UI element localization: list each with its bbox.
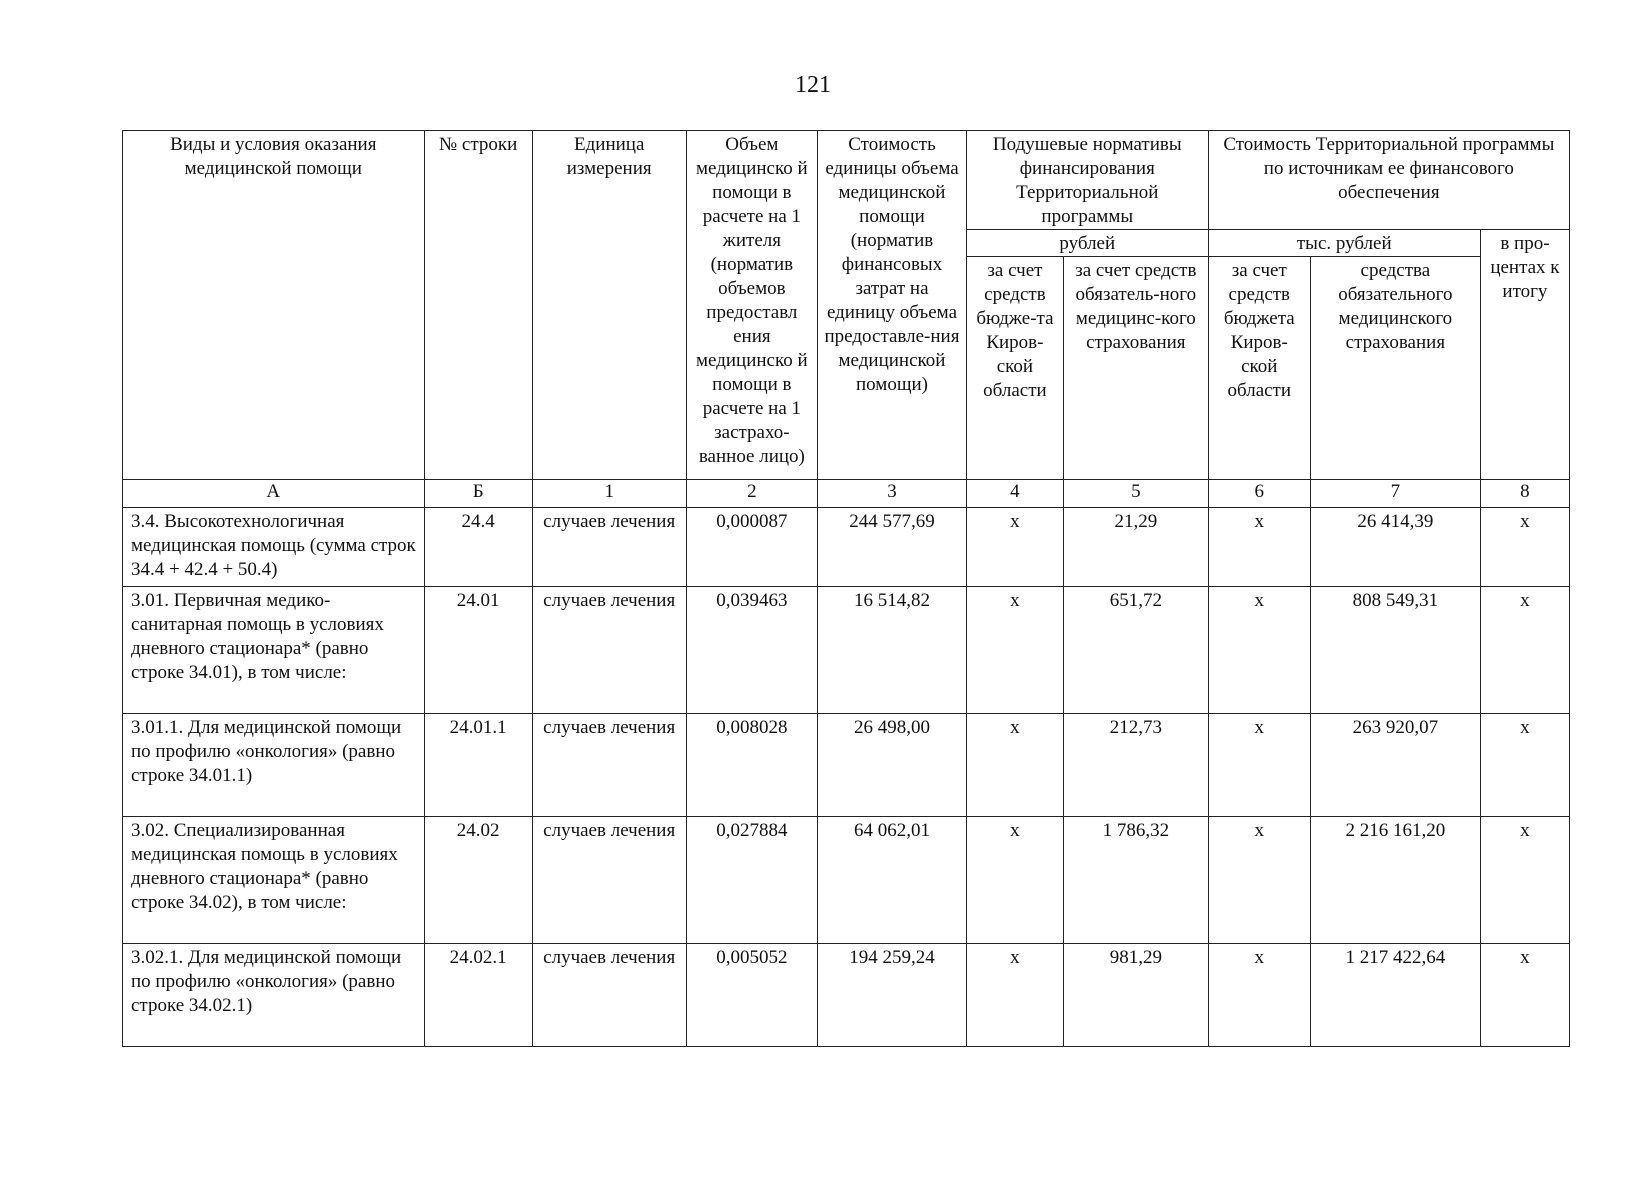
row-col-7: 2 216 161,20 <box>1310 817 1480 944</box>
row-line-number: 24.01 <box>424 587 532 714</box>
row-volume: 0,005052 <box>686 944 818 1047</box>
row-col-7: 26 414,39 <box>1310 508 1480 587</box>
table-row <box>123 817 1570 944</box>
row-volume: 0,008028 <box>686 714 818 817</box>
row-unit-cost: 64 062,01 <box>818 817 967 944</box>
row-col-4: х <box>966 817 1063 944</box>
row-unit: случаев лечения <box>532 714 686 817</box>
row-name: 3.02.1. Для медицинской помощи по профилю «онкология» (равно строке 34.02.1) <box>123 944 425 1047</box>
row-unit-cost: 26 498,00 <box>818 714 967 817</box>
header-group-cost: Стоимость Территориальной программы по источникам ее финансового обеспечения <box>1208 131 1569 230</box>
row-unit-cost: 244 577,69 <box>818 508 967 587</box>
row-col-5: 1 786,32 <box>1063 817 1208 944</box>
row-volume: 0,000087 <box>686 508 818 587</box>
row-col-8: х <box>1480 587 1569 714</box>
row-line-number: 24.02.1 <box>424 944 532 1047</box>
row-col-5: 212,73 <box>1063 714 1208 817</box>
row-col-5: 651,72 <box>1063 587 1208 714</box>
header-col-1: Единица измерения <box>532 131 686 480</box>
header-col-6: за счет средств бюджета Киров-ской области <box>1208 257 1310 480</box>
row-col-7: 1 217 422,64 <box>1310 944 1480 1047</box>
header-unit-thous-rub: тыс. рублей <box>1208 230 1480 257</box>
page-number: 121 <box>795 72 831 98</box>
column-number: Б <box>424 480 532 508</box>
header-col-2: Объем медицинско й помощи в расчете на 1 жителя (норматив объемов предоставл ения медицинско й помощи в расчете на 1 застрахо-ванное лицо) <box>686 131 818 480</box>
row-unit-cost: 194 259,24 <box>818 944 967 1047</box>
row-col-4: х <box>966 944 1063 1047</box>
table-row <box>123 587 1570 714</box>
row-col-6: х <box>1208 817 1310 944</box>
row-unit: случаев лечения <box>532 817 686 944</box>
row-col-5: 21,29 <box>1063 508 1208 587</box>
row-unit: случаев лечения <box>532 508 686 587</box>
row-volume: 0,039463 <box>686 587 818 714</box>
header-col-a: Виды и условия оказания медицинской помощи <box>123 131 425 480</box>
row-unit: случаев лечения <box>532 944 686 1047</box>
row-col-4: х <box>966 714 1063 817</box>
financing-table <box>122 130 1570 1047</box>
header-col-7: средства обязательного медицинского страхования <box>1310 257 1480 480</box>
column-number: 5 <box>1063 480 1208 508</box>
table-row <box>123 944 1570 1047</box>
header-group-norms: Подушевые нормативы финансирования Территориальной программы <box>966 131 1208 230</box>
column-number: 4 <box>966 480 1063 508</box>
row-col-8: х <box>1480 714 1569 817</box>
row-line-number: 24.02 <box>424 817 532 944</box>
row-unit: случаев лечения <box>532 587 686 714</box>
row-name: 3.01.1. Для медицинской помощи по профилю «онкология» (равно строке 34.01.1) <box>123 714 425 817</box>
row-line-number: 24.01.1 <box>424 714 532 817</box>
row-col-6: х <box>1208 587 1310 714</box>
row-name: 3.01. Первичная медико-санитарная помощь в условиях дневного стационара* (равно строке 34.01), в том числе: <box>123 587 425 714</box>
row-unit-cost: 16 514,82 <box>818 587 967 714</box>
row-col-6: х <box>1208 944 1310 1047</box>
row-name: 3.02. Специализированная медицинская помощь в условиях дневного стационара* (равно строке 34.02), в том числе: <box>123 817 425 944</box>
row-col-4: х <box>966 508 1063 587</box>
column-number: 3 <box>818 480 967 508</box>
column-number: А <box>123 480 425 508</box>
header-col-8: в про-центах к итогу <box>1480 230 1569 480</box>
header-col-5: за счет средств обязатель-ного медицинс-кого страхования <box>1063 257 1208 480</box>
row-col-7: 808 549,31 <box>1310 587 1480 714</box>
header-row-1 <box>123 131 1570 230</box>
table-row <box>123 714 1570 817</box>
header-unit-rub: рублей <box>966 230 1208 257</box>
row-col-6: х <box>1208 714 1310 817</box>
column-number: 8 <box>1480 480 1569 508</box>
table-row <box>123 508 1570 587</box>
row-name: 3.4. Высокотехнологичная медицинская помощь (сумма строк 34.4 + 42.4 + 50.4) <box>123 508 425 587</box>
row-col-5: 981,29 <box>1063 944 1208 1047</box>
column-number: 7 <box>1310 480 1480 508</box>
row-col-8: х <box>1480 817 1569 944</box>
column-number: 1 <box>532 480 686 508</box>
row-col-8: х <box>1480 944 1569 1047</box>
column-number: 2 <box>686 480 818 508</box>
header-col-3: Стоимость единицы объема медицинской помощи (норматив финансовых затрат на единицу объема предоставле-ния медицинской помощи) <box>818 131 967 480</box>
row-line-number: 24.4 <box>424 508 532 587</box>
row-col-4: х <box>966 587 1063 714</box>
row-col-8: х <box>1480 508 1569 587</box>
column-number: 6 <box>1208 480 1310 508</box>
row-volume: 0,027884 <box>686 817 818 944</box>
header-col-b: № строки <box>424 131 532 480</box>
header-col-4: за счет средств бюдже-та Киров-ской области <box>966 257 1063 480</box>
column-numbers-row <box>123 480 1570 508</box>
row-col-6: х <box>1208 508 1310 587</box>
row-col-7: 263 920,07 <box>1310 714 1480 817</box>
